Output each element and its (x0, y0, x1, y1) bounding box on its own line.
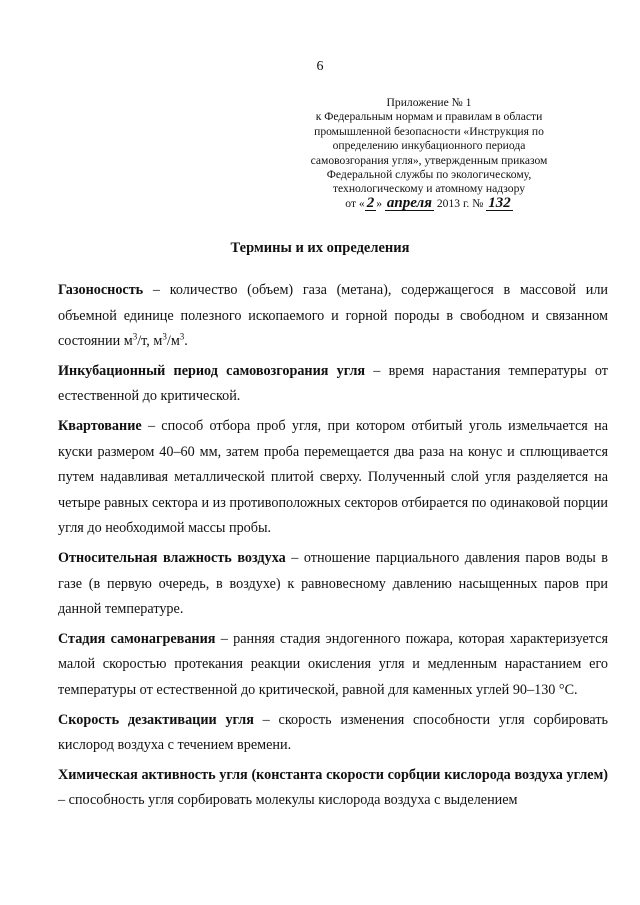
superscript: 3 (132, 331, 138, 342)
term: Относительная влажность воздуха (58, 549, 286, 566)
definition: – способ отбора проб угля, при котором отбитый уголь измельчается на куски размером 40–60 мм, затем проба перемещается два раза на конус и сплющивается путем надавливая металлической плитой сверху. Полученный слой угля разделяется на четыре равных сектора и из противоположных секторов отбирается по одинаковой порции угля до необходимой массы пробы. (58, 417, 608, 537)
handwritten-day: 2 (366, 194, 375, 211)
definition: – скорость изменения способности угля сорбировать кислород воздуха с течением времени. (58, 711, 608, 754)
order-date-line (290, 194, 568, 211)
definition: /м (166, 333, 180, 350)
handwritten-order-number: 132 (488, 194, 511, 211)
date-year: 2013 г. № (436, 196, 484, 210)
definition-entry (58, 546, 608, 623)
term: Стадия самонагревания (58, 630, 216, 647)
appendix-line: определению инкубационного периода (332, 139, 526, 153)
appendix-line: технологическому и атомному надзору (332, 182, 526, 196)
section-title: Термины и их определения (230, 240, 410, 256)
date-mid: » (376, 196, 382, 210)
definition: – способность угля сорбировать молекулы кислорода воздуха с выделением (58, 792, 518, 809)
definition-entry (58, 414, 608, 542)
definitions-list (58, 278, 608, 818)
term: Газоносность (58, 282, 144, 298)
date-prefix: от « (345, 196, 365, 210)
definition: . (184, 333, 188, 350)
superscript: 3 (162, 331, 167, 342)
term: Химическая активность угля (константа скорости сорбции кислорода воздуха углем) (58, 766, 608, 783)
definition-entry (58, 627, 608, 704)
appendix-header (290, 96, 568, 211)
appendix-line: Федеральной службы по экологическому, (326, 168, 532, 182)
definition-entry (58, 359, 608, 410)
page-number: 6 (316, 59, 324, 74)
appendix-line: Приложение № 1 (386, 96, 472, 109)
definition: – отношение парциального давления паров воды в газе (в первую очередь, в воздухе) к равновесному давлению насыщенных паров при данной температуре. (58, 549, 608, 618)
definition-entry (58, 763, 608, 814)
definition-entry (58, 708, 608, 759)
superscript: 3 (179, 331, 185, 342)
definition-entry (58, 278, 608, 355)
term: Квартование (58, 417, 142, 434)
definition: – ранняя стадия эндогенного пожара, которая характеризуется малой скоростью протекания реакции окисления угля и медленным нарастанием его температуры от естественной до критической, равной для каменных углей 90–130 °С. (58, 630, 608, 698)
term: Скорость дезактивации угля (58, 711, 254, 728)
appendix-line: к Федеральным нормам и правилам в области (315, 110, 543, 124)
appendix-line: самовозгорания угля», утвержденным приказом (310, 153, 548, 167)
definition: – время нарастания температуры от естественной до критической. (58, 362, 608, 405)
handwritten-month: апреля (386, 194, 432, 211)
appendix-line: промышленной безопасности «Инструкция по (314, 124, 544, 138)
term: Инкубационный период самовозгорания угля (58, 362, 366, 379)
definition: – количество (объем) газа (метана), содержащегося в массовой или объемной единице полезного ископаемого и горной породы в свободном и связанном состоянии м (58, 282, 608, 350)
definition: /т, м (137, 333, 163, 350)
